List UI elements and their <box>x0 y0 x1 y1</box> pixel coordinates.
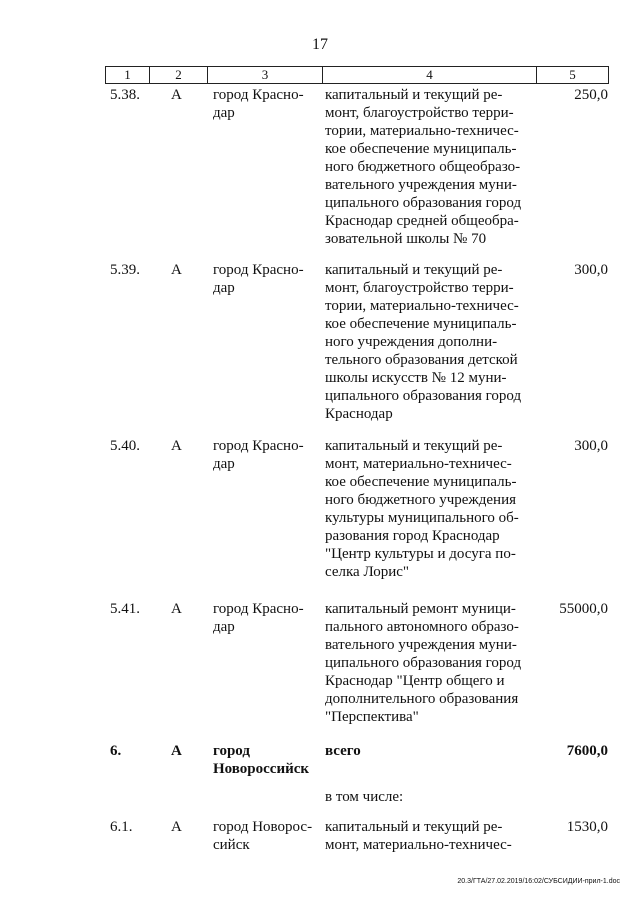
location-line: город Красно- <box>213 438 304 454</box>
row-category: А <box>171 601 182 617</box>
row-number: 5.41. <box>110 601 140 617</box>
location-line: город <box>213 743 250 759</box>
location-line: дар <box>213 105 235 121</box>
location-line: город Красно- <box>213 262 304 278</box>
location-line: Новороссийск <box>213 761 310 777</box>
row-amount: 55000,0 <box>559 601 608 617</box>
row-location <box>213 261 315 297</box>
row-number: 5.39. <box>110 262 140 278</box>
row-description <box>325 600 526 726</box>
description-line: Краснодар "Центр общего и <box>325 673 505 689</box>
row-description <box>325 261 526 423</box>
description-line: кое обеспечение муниципаль- <box>325 141 517 157</box>
description-line: ного учреждения дополни- <box>325 334 498 350</box>
description-line: всего <box>325 743 361 759</box>
row-location <box>213 86 315 122</box>
description-line: разования город Краснодар <box>325 528 500 544</box>
row-amount: 7600,0 <box>566 743 608 759</box>
row-number: 5.40. <box>110 438 140 454</box>
description-line: в том числе: <box>325 789 404 805</box>
row-category: А <box>171 87 182 103</box>
row-amount: 1530,0 <box>566 819 608 835</box>
location-line: дар <box>213 456 235 472</box>
description-line: ципального образования город <box>325 655 522 671</box>
description-line: кое обеспечение муниципаль- <box>325 316 517 332</box>
description-line: кое обеспечение муниципаль- <box>325 474 517 490</box>
row-description <box>325 742 526 760</box>
location-line: город Красно- <box>213 87 304 103</box>
description-line: ного бюджетного учреждения <box>325 492 517 508</box>
row-description <box>325 86 526 248</box>
row-location <box>213 818 315 854</box>
description-line: тории, материально-техничес- <box>325 123 519 139</box>
description-line: тории, материально-техничес- <box>325 298 519 314</box>
description-line: ципального образования город <box>325 195 522 211</box>
description-line: школы искусств № 12 муни- <box>325 370 507 386</box>
header-col-1: 1 <box>106 67 150 83</box>
description-line: монт, благоустройство терри- <box>325 280 514 296</box>
description-line: культуры муниципального об- <box>325 510 519 526</box>
description-line: тельного образования детской <box>325 352 518 368</box>
description-line: Краснодар средней общеобра- <box>325 213 519 229</box>
description-line: капитальный и текущий ре- <box>325 87 503 103</box>
row-location <box>213 437 315 473</box>
description-line: дополнительного образования <box>325 691 519 707</box>
row-number: 6. <box>110 743 122 759</box>
location-line: город Новорос- <box>213 819 313 835</box>
description-line: "Перспектива" <box>325 709 419 725</box>
description-line: монт, материально-техничес- <box>325 456 512 472</box>
description-line: монт, благоустройство терри- <box>325 105 514 121</box>
page-number: 17 <box>312 36 328 53</box>
row-number: 5.38. <box>110 87 140 103</box>
row-category: А <box>171 743 182 759</box>
row-description <box>325 788 526 806</box>
row-description <box>325 437 526 581</box>
description-line: капитальный ремонт муници- <box>325 601 516 617</box>
location-line: город Красно- <box>213 601 304 617</box>
description-line: капитальный и текущий ре- <box>325 262 503 278</box>
row-amount: 250,0 <box>574 87 608 103</box>
description-line: ного бюджетного общеобразо- <box>325 159 521 175</box>
row-location <box>213 600 315 636</box>
description-line: ципального образования город <box>325 388 522 404</box>
row-category: А <box>171 438 182 454</box>
row-amount: 300,0 <box>574 262 608 278</box>
description-line: Краснодар <box>325 406 393 422</box>
location-line: сийск <box>213 837 250 853</box>
header-col-5: 5 <box>569 67 576 82</box>
location-line: дар <box>213 280 235 296</box>
header-col-3: 3 <box>208 67 323 83</box>
row-number: 6.1. <box>110 819 133 835</box>
description-line: вательного учреждения муни- <box>325 177 517 193</box>
description-line: "Центр культуры и досуга по- <box>325 546 516 562</box>
location-line: дар <box>213 619 235 635</box>
description-line: капитальный и текущий ре- <box>325 438 503 454</box>
row-category: А <box>171 262 182 278</box>
description-line: зовательной школы № 70 <box>325 231 487 247</box>
row-category: А <box>171 819 182 835</box>
table-header <box>105 66 609 84</box>
description-line: пального автономного образо- <box>325 619 519 635</box>
description-line: селка Лорис" <box>325 564 410 580</box>
description-line: монт, материально-техничес- <box>325 837 512 853</box>
row-description <box>325 818 526 854</box>
description-line: капитальный и текущий ре- <box>325 819 503 835</box>
header-col-4: 4 <box>323 67 537 83</box>
document-footer: 20.3/ГТА/27.02.2019/16:02/СУБСИДИИ-прил-1.doc <box>457 878 620 885</box>
description-line: вательного учреждения муни- <box>325 637 517 653</box>
row-location <box>213 742 315 778</box>
header-col-2: 2 <box>150 67 208 83</box>
row-amount: 300,0 <box>574 438 608 454</box>
